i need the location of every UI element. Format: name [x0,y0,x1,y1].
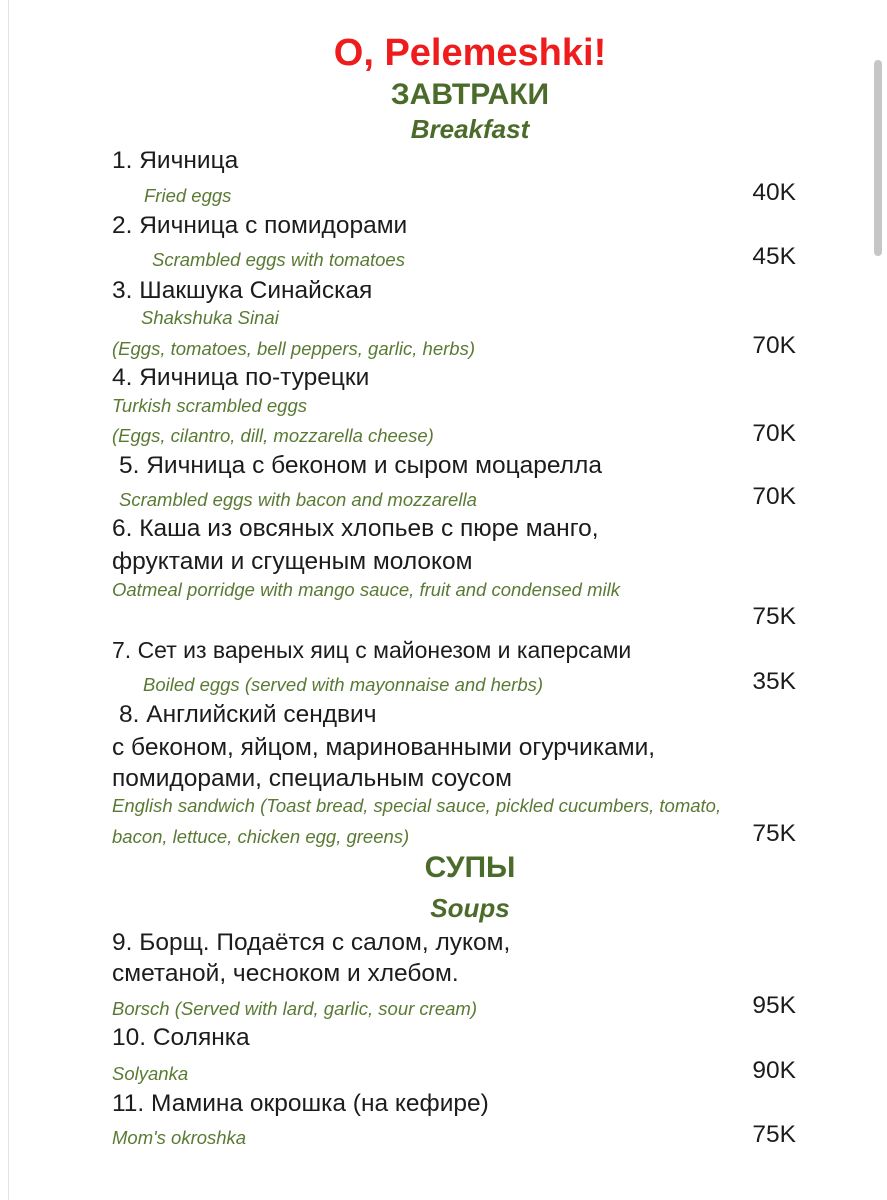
menu-item-price: 95K [752,992,796,1019]
menu-item-price: 70K [752,483,796,510]
menu-item-name-ru-line2: с беконом, яйцом, маринованными огурчиками, [112,734,656,761]
menu-item-name-ru: 3. Шакшука Синайская [112,277,373,304]
menu-item-name-ru-line2: сметаной, чесноком и хлебом. [112,960,459,987]
section-title-breakfast-en: Breakfast [410,114,530,144]
menu-item-price: 45K [752,243,796,270]
menu-item-name-ru-line3: помидорами, специальным соусом [112,765,512,792]
menu-item-description: (Eggs, tomatoes, bell peppers, garlic, herbs) [112,338,475,359]
menu-item-name-en: Borsch (Served with lard, garlic, sour cream) [112,998,477,1019]
menu-item-description: (Eggs, cilantro, dill, mozzarella cheese) [112,425,434,446]
menu-item-name-ru: 1. Яичница [112,147,239,174]
page-edge [8,0,9,1200]
menu-item-price: 75K [752,820,796,847]
menu-item-name-ru: 9. Борщ. Подаётся с салом, луком, [112,929,511,956]
menu-item-name-ru: 6. Каша из овсяных хлопьев с пюре манго, [112,515,599,542]
menu-item-price: 70K [752,332,796,359]
menu-item-name-ru: 7. Сет из вареных яиц с майонезом и каперсами [112,637,632,663]
menu-item-name-en: Fried eggs [144,185,232,206]
menu-item-price: 70K [752,420,796,447]
menu-item-name-en: Scrambled eggs with tomatoes [152,249,405,270]
menu-item-price: 40K [752,179,796,206]
menu-item-name-ru: 5. Яичница с беконом и сыром моцарелла [119,452,602,479]
menu-title: O, Pelemeshki! [333,32,607,74]
menu-item-name-en: Scrambled eggs with bacon and mozzarella [119,489,477,510]
section-title-soups-en: Soups [430,893,510,923]
menu-item-name-en: Boiled eggs (served with mayonnaise and herbs) [143,674,544,695]
menu-item-name-ru-line2: фруктами и сгущеным молоком [112,548,473,575]
menu-item-name-en: Solyanka [112,1063,189,1084]
menu-item-name-ru: 2. Яичница с помидорами [112,212,408,239]
section-title-breakfast-ru: ЗАВТРАКИ [390,78,550,111]
menu-item-name-en: Mom's okroshka [112,1127,247,1148]
menu-item-name-en: English sandwich (Toast bread, special sauce, pickled cucumbers, tomato, [112,795,722,816]
menu-item-price: 90K [752,1057,796,1084]
menu-item-name-en: Turkish scrambled eggs [112,395,308,416]
menu-item-name-en: Shakshuka Sinai [141,307,279,328]
menu-item-name-ru: 8. Английский сендвич [119,701,377,728]
menu-item-name-en: Oatmeal porridge with mango sauce, fruit and condensed milk [112,579,620,600]
menu-item-price: 75K [752,1121,796,1148]
menu-item-price: 35K [752,668,796,695]
menu-item-name-ru: 4. Яичница по-турецки [112,364,370,391]
menu-item-price: 75K [752,603,796,630]
section-title-soups-ru: СУПЫ [424,851,516,884]
menu-item-name-ru: 10. Солянка [112,1024,250,1051]
menu-item-name-ru: 11. Мамина окрошка (на кефире) [112,1090,489,1117]
menu-item-name-en-line2: bacon, lettuce, chicken egg, greens) [112,826,410,847]
